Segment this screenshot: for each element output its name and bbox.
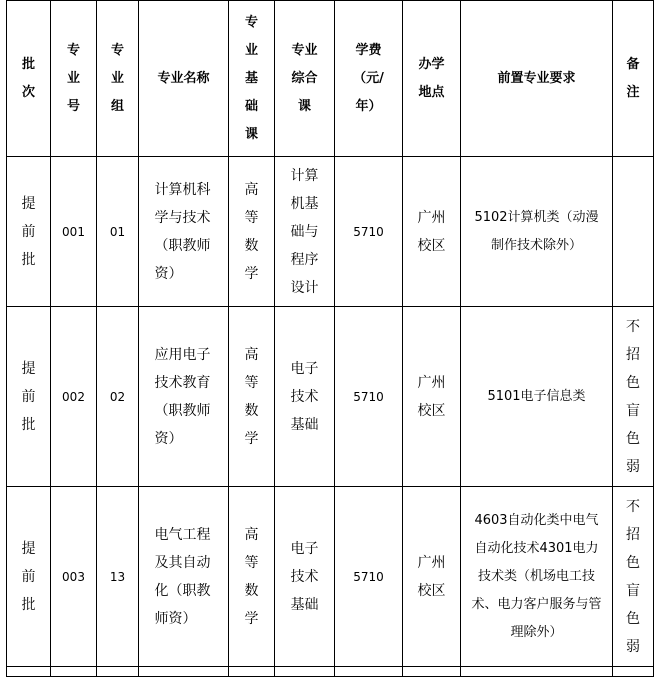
cell-campus: 广州校区 (403, 487, 461, 667)
cell-major-group: 01 (97, 157, 139, 307)
header-remarks: 备注 (613, 1, 654, 157)
cell-empty (403, 667, 461, 677)
cell-empty (139, 667, 229, 677)
header-basic-course: 专业基础课 (229, 1, 275, 157)
cell-empty (461, 667, 613, 677)
cell-comp-course: 计算机基础与程序设计 (275, 157, 335, 307)
cell-prereq: 5101电子信息类 (461, 307, 613, 487)
cell-major-name: 电气工程及其自动化（职教师资） (139, 487, 229, 667)
cell-campus: 广州校区 (403, 307, 461, 487)
cell-empty (97, 667, 139, 677)
cell-prereq: 4603自动化类中电气自动化技术4301电力技术类（机场电工技术、电力客户服务与管理除外） (461, 487, 613, 667)
header-major-name: 专业名称 (139, 1, 229, 157)
header-prereq: 前置专业要求 (461, 1, 613, 157)
cell-basic-course: 高等数学 (229, 307, 275, 487)
cell-empty (229, 667, 275, 677)
header-major-group: 专业组 (97, 1, 139, 157)
cell-major-name: 应用电子技术教育（职教师资） (139, 307, 229, 487)
cell-campus: 广州校区 (403, 157, 461, 307)
cell-prereq: 5102计算机类（动漫制作技术除外） (461, 157, 613, 307)
table-row (7, 157, 654, 307)
cell-comp-course: 电子技术基础 (275, 307, 335, 487)
cell-empty (7, 667, 51, 677)
cell-major-no: 002 (51, 307, 97, 487)
table-row (7, 487, 654, 667)
cell-comp-course: 电子技术基础 (275, 487, 335, 667)
cell-tuition: 5710 (335, 487, 403, 667)
cell-batch: 提前批 (7, 487, 51, 667)
table-row-partial (7, 667, 654, 677)
cell-basic-course: 高等数学 (229, 157, 275, 307)
cell-remarks (613, 157, 654, 307)
cell-major-no: 003 (51, 487, 97, 667)
header-batch: 批次 (7, 1, 51, 157)
cell-major-group: 02 (97, 307, 139, 487)
cell-remarks: 不招色盲色弱 (613, 307, 654, 487)
table-row (7, 307, 654, 487)
cell-empty (51, 667, 97, 677)
cell-empty (335, 667, 403, 677)
cell-basic-course: 高等数学 (229, 487, 275, 667)
cell-tuition: 5710 (335, 307, 403, 487)
header-comp-course: 专业综合课 (275, 1, 335, 157)
cell-batch: 提前批 (7, 307, 51, 487)
header-major-no: 专业号 (51, 1, 97, 157)
cell-empty (613, 667, 654, 677)
header-row (7, 1, 654, 157)
cell-major-name: 计算机科学与技术（职教师资） (139, 157, 229, 307)
admissions-table (6, 0, 654, 677)
cell-batch: 提前批 (7, 157, 51, 307)
header-tuition: 学费（元/年） (335, 1, 403, 157)
cell-major-no: 001 (51, 157, 97, 307)
header-campus: 办学地点 (403, 1, 461, 157)
cell-tuition: 5710 (335, 157, 403, 307)
cell-remarks: 不招色盲色弱 (613, 487, 654, 667)
cell-major-group: 13 (97, 487, 139, 667)
cell-empty (275, 667, 335, 677)
